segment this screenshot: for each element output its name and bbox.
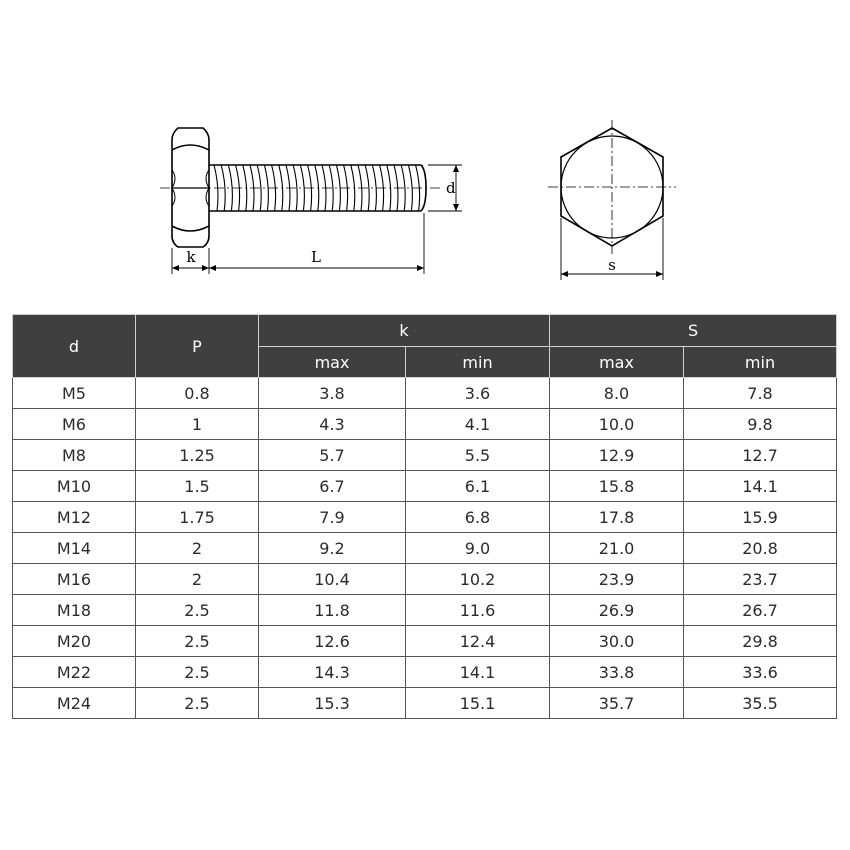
cell-s-min: 26.7 [684, 595, 837, 626]
cell-k-max: 3.8 [259, 378, 406, 409]
dimension-L [209, 248, 424, 268]
bolt-dimension-drawing [0, 0, 850, 310]
cell-size: M10 [13, 471, 136, 502]
cell-size: M18 [13, 595, 136, 626]
header-k-max: max [259, 347, 406, 378]
cell-k-max: 14.3 [259, 657, 406, 688]
label-s: s [608, 256, 616, 274]
cell-s-min: 35.5 [684, 688, 837, 719]
cell-k-max: 11.8 [259, 595, 406, 626]
cell-k-min: 9.0 [406, 533, 550, 564]
cell-size: M16 [13, 564, 136, 595]
cell-k-min: 15.1 [406, 688, 550, 719]
cell-pitch: 1.25 [136, 440, 259, 471]
cell-k-max: 7.9 [259, 502, 406, 533]
header-d: d [13, 315, 136, 378]
cell-k-min: 6.1 [406, 471, 550, 502]
cell-k-max: 9.2 [259, 533, 406, 564]
bolt-head [172, 128, 209, 247]
dimension-k [172, 248, 209, 268]
cell-k-min: 10.2 [406, 564, 550, 595]
cell-s-min: 33.6 [684, 657, 837, 688]
cell-s-min: 29.8 [684, 626, 837, 657]
dimension-s [561, 256, 663, 274]
table-row [13, 657, 837, 688]
cell-s-min: 12.7 [684, 440, 837, 471]
cell-k-min: 14.1 [406, 657, 550, 688]
cell-k-max: 15.3 [259, 688, 406, 719]
cell-s-max: 26.9 [550, 595, 684, 626]
spec-table-body [13, 378, 837, 719]
cell-s-min: 7.8 [684, 378, 837, 409]
cell-s-min: 9.8 [684, 409, 837, 440]
cell-k-max: 4.3 [259, 409, 406, 440]
cell-k-min: 5.5 [406, 440, 550, 471]
cell-s-min: 14.1 [684, 471, 837, 502]
cell-size: M5 [13, 378, 136, 409]
cell-k-min: 6.8 [406, 502, 550, 533]
header-P: P [136, 315, 259, 378]
cell-pitch: 2.5 [136, 688, 259, 719]
cell-pitch: 1.75 [136, 502, 259, 533]
cell-size: M14 [13, 533, 136, 564]
cell-s-max: 21.0 [550, 533, 684, 564]
table-row [13, 626, 837, 657]
table-row [13, 409, 837, 440]
table-row [13, 471, 837, 502]
cell-pitch: 2.5 [136, 657, 259, 688]
cell-s-max: 8.0 [550, 378, 684, 409]
header-s-min: min [684, 347, 837, 378]
bolt-side-view [172, 128, 434, 247]
table-row [13, 502, 837, 533]
cell-pitch: 2 [136, 533, 259, 564]
cell-pitch: 2.5 [136, 626, 259, 657]
cell-s-max: 12.9 [550, 440, 684, 471]
cell-s-max: 17.8 [550, 502, 684, 533]
cell-pitch: 0.8 [136, 378, 259, 409]
header-S: S [550, 315, 837, 347]
table-row [13, 378, 837, 409]
cell-pitch: 1.5 [136, 471, 259, 502]
cell-k-min: 12.4 [406, 626, 550, 657]
spec-table [12, 314, 837, 719]
table-row [13, 688, 837, 719]
cell-s-max: 30.0 [550, 626, 684, 657]
end-centerlines [548, 120, 676, 254]
cell-k-min: 3.6 [406, 378, 550, 409]
cell-s-min: 23.7 [684, 564, 837, 595]
cell-size: M6 [13, 409, 136, 440]
label-L: L [311, 248, 321, 266]
cell-k-min: 4.1 [406, 409, 550, 440]
cell-k-max: 5.7 [259, 440, 406, 471]
table-row [13, 595, 837, 626]
cell-s-max: 33.8 [550, 657, 684, 688]
cell-k-max: 6.7 [259, 471, 406, 502]
cell-k-min: 11.6 [406, 595, 550, 626]
label-k: k [186, 248, 196, 266]
cell-size: M12 [13, 502, 136, 533]
cell-pitch: 1 [136, 409, 259, 440]
cell-s-max: 35.7 [550, 688, 684, 719]
cell-pitch: 2 [136, 564, 259, 595]
cell-s-max: 15.8 [550, 471, 684, 502]
header-k: k [259, 315, 550, 347]
cell-k-max: 10.4 [259, 564, 406, 595]
dimension-d [446, 165, 456, 211]
table-row [13, 533, 837, 564]
header-k-min: min [406, 347, 550, 378]
header-s-max: max [550, 347, 684, 378]
cell-s-max: 10.0 [550, 409, 684, 440]
cell-s-min: 15.9 [684, 502, 837, 533]
table-row [13, 564, 837, 595]
cell-k-max: 12.6 [259, 626, 406, 657]
cell-pitch: 2.5 [136, 595, 259, 626]
cell-s-min: 20.8 [684, 533, 837, 564]
cell-s-max: 23.9 [550, 564, 684, 595]
label-d: d [446, 179, 456, 197]
cell-size: M20 [13, 626, 136, 657]
table-row [13, 440, 837, 471]
cell-size: M8 [13, 440, 136, 471]
cell-size: M24 [13, 688, 136, 719]
cell-size: M22 [13, 657, 136, 688]
